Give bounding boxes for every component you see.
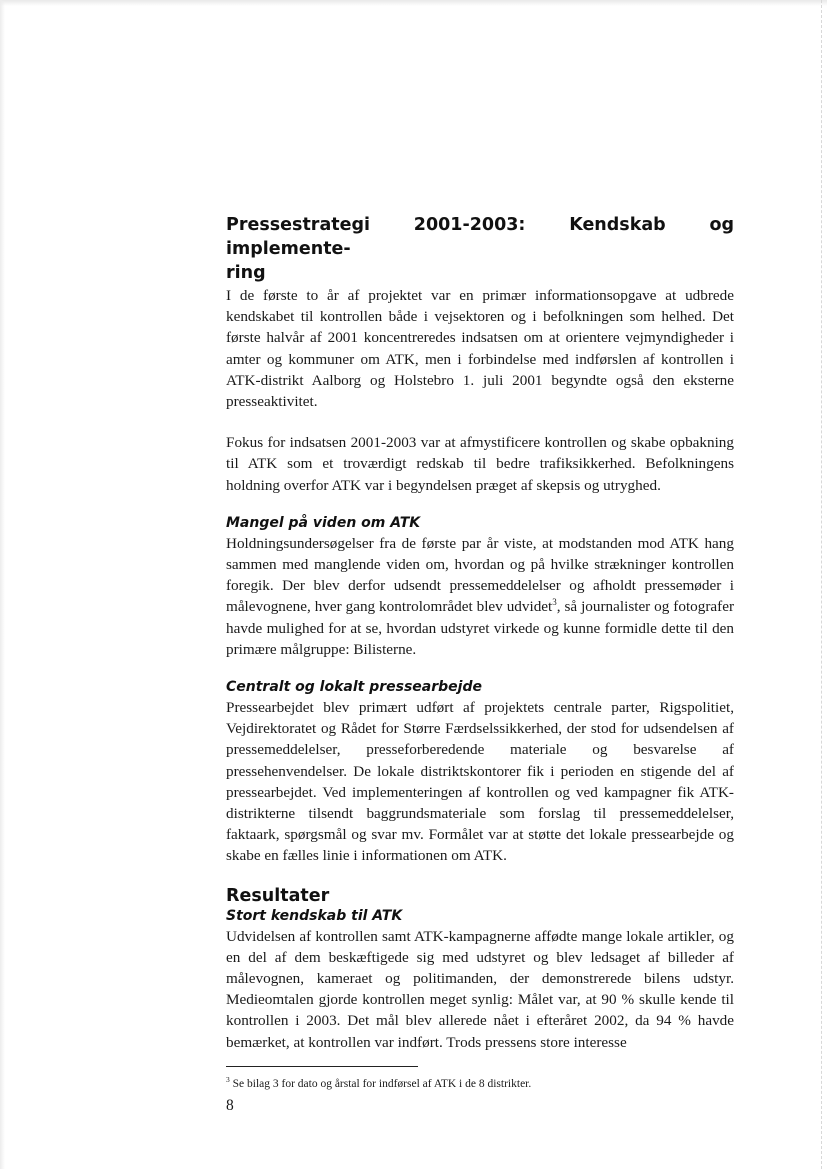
- scan-edge-top: [0, 0, 827, 6]
- section-heading-resultater: Resultater: [226, 885, 330, 906]
- footnote-text: Se bilag 3 for dato og årstal for indførsel af ATK i de 8 distrikter.: [229, 1078, 532, 1090]
- scan-edge-right: [821, 0, 827, 1169]
- page-number: 8: [226, 1097, 234, 1114]
- paragraph-kendskab: I de første to år af projektet var en primær informationsopgave at udbrede kendskabet til kontrollen både i vejsektoren og i befolkningen som helhed. Det første halvår af 2001 koncentreredes indsatsen om at orientere vejmyndigheder i amter og kommuner om ATK, men i forbindelse med indførslen af kontrollen i ATK-distrikt Aalborg og Holstebro 1. juli 2001 begyndte også den eksterne presseaktivitet.: [226, 287, 734, 411]
- heading-line-1: Pressestrategi 2001-2003: Kendskab og implemente-: [226, 215, 734, 259]
- subheading-centralt-lokalt: Centralt og lokalt pressearbejde: [226, 679, 482, 696]
- paragraph-holdningsundersoegelser: [226, 533, 734, 660]
- heading-line-2: ring: [226, 263, 266, 283]
- footnote-number: 3: [226, 1075, 230, 1085]
- subheading-mangel-paa-viden: Mangel på viden om ATK: [226, 514, 421, 531]
- subheading-stort-kendskab: Stort kendskab til ATK: [226, 907, 403, 924]
- footnote: [226, 1077, 734, 1091]
- paragraph-fokus: Fokus for indsatsen 2001-2003 var at afmystificere kontrollen og skabe opbakning til ATK som et troværdigt redskab til bedre trafiksikkerhed. Befolkningens holdning overfor ATK var i begyndelsen præget af skepsis og utryghed.: [226, 434, 734, 494]
- scan-edge-left: [0, 0, 5, 1169]
- paragraph-udvidelsen: Udvidelsen af kontrollen samt ATK-kampagnerne affødte mange lokale artikler, og en del af dem beskæftigede sig med udstyret og blev ledsaget af billeder af målevognen, kameraet og politimanden, der demonstrerede bilens udstyr. Medieomtalen gjorde kontrollen meget synlig: Målet var, at 90 % skulle kende til kontrollen i 2003. Det mål blev allerede nået i efteråret 2002, da 94 % havde bemærket, at kontrollen var indført. Trods pressens store interesse: [226, 927, 734, 1051]
- footnote-reference[interactable]: 3: [552, 597, 557, 608]
- paragraph-text-after-note: , så journalister og fotografer havde mulighed for at se, hvordan udstyret virkede og kunne formidle dette til den primære målgruppe: Bilisterne.: [226, 598, 735, 658]
- paragraph-pressearbejde: Pressearbejdet blev primært udført af projektets centrale parter, Rigspolitiet, Vejdirektoratet og Rådet for Større Færdselssikkerhed, der stod for udsendelsen af pressemeddelelser, presseforberedende materiale og besvarelse af pressehenvendelser. De lokale distriktskontorer fik i perioden en stigende del af pressearbejdet. Ved implementeringen af kontrollen og ved kampagner fik ATK-distrikterne tilsendt baggrundsmateriale som forslag til pressemeddelelser, faktaark, spørgsmål og svar mv. Formålet var at støtte det lokale pressearbejde og skabe en fælles linie i informationen om ATK.: [226, 699, 734, 865]
- paragraph-text-before-note: Holdningsundersøgelser fra de første par år viste, at modstanden mod ATK hang sammen med manglende viden om, hvordan og på hvilke strækninger kontrollen foregik. Der blev derfor udsendt pressemeddelelser og afholdt pressemøder i målevognene, hver gang kontrolområdet blev udvidet: [226, 534, 734, 616]
- page-content: [226, 213, 734, 1053]
- footnote-divider: [226, 1066, 418, 1067]
- section-heading-pressestrategi: [226, 213, 734, 285]
